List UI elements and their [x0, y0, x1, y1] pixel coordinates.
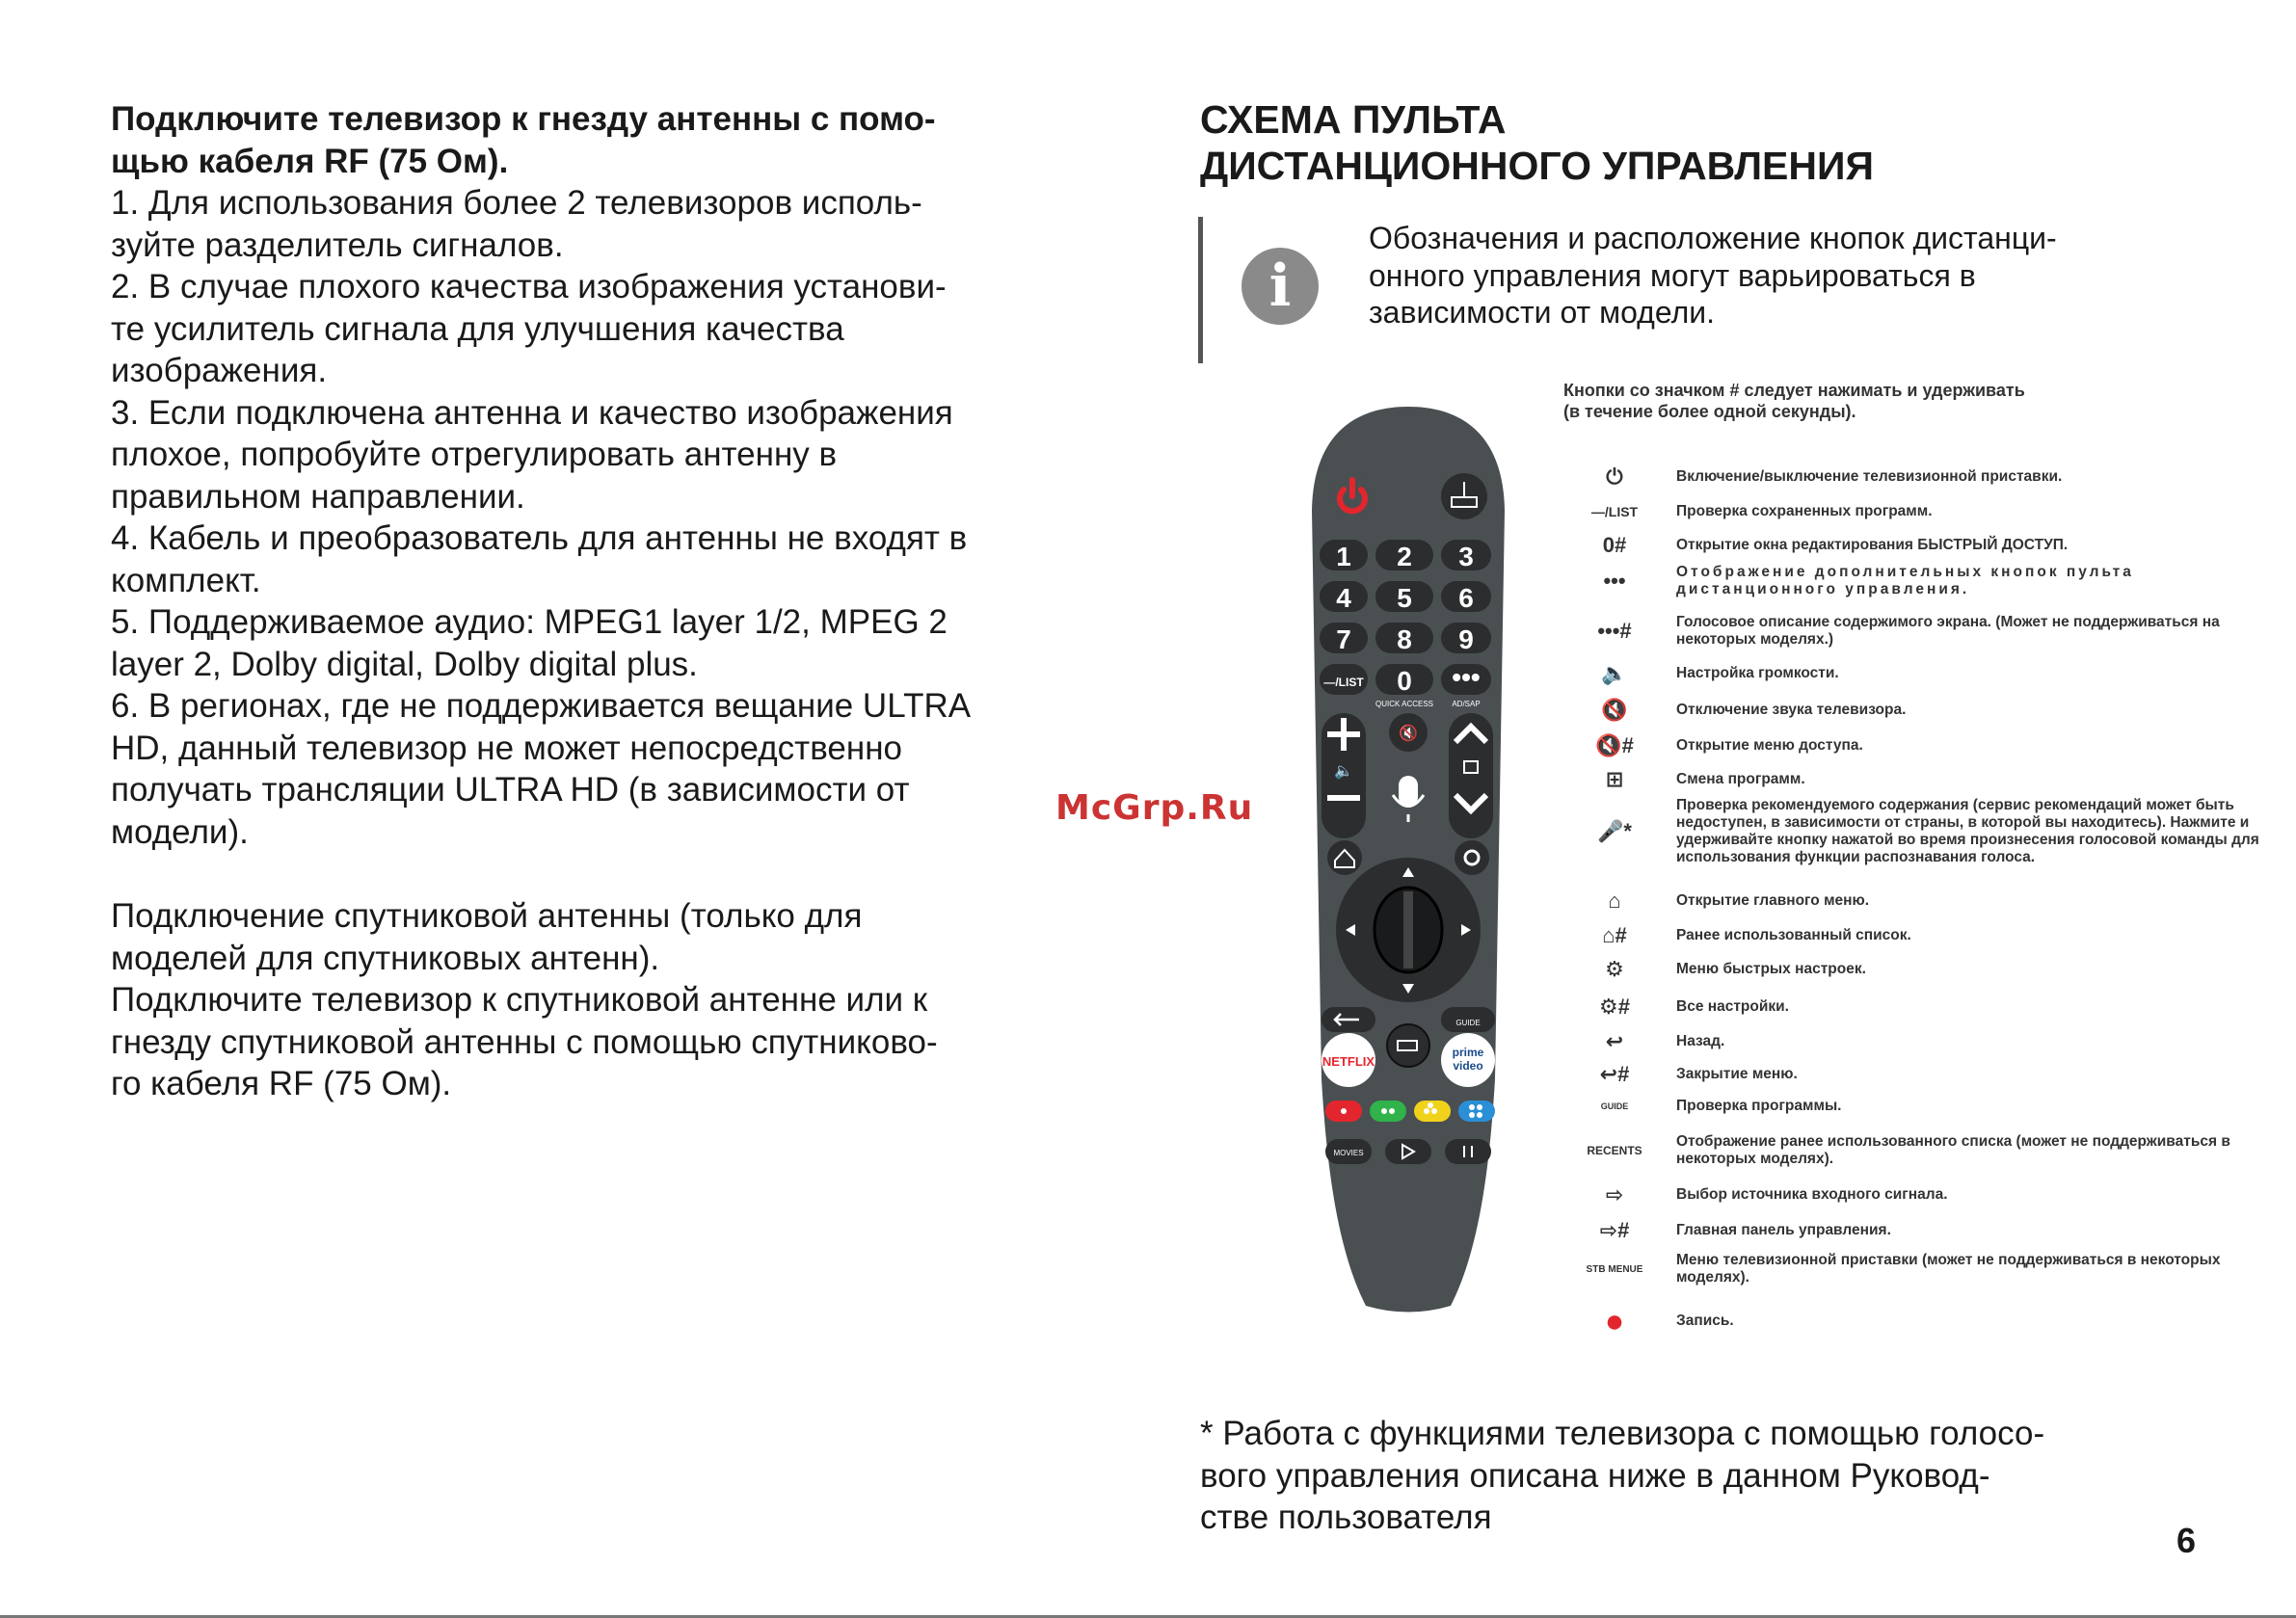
footnote-line: * Работа с функциями телевизора с помощью голосо-	[1200, 1415, 2045, 1452]
guide-label: GUIDE	[1455, 1019, 1481, 1027]
input-button	[1387, 1024, 1429, 1067]
digit-0: 0	[1397, 666, 1412, 696]
hold-note-line: (в течение более одной секунды).	[1563, 402, 1856, 421]
legend-text: Отображение дополнительных кнопок пульта дистанционного управления.	[1676, 564, 2134, 597]
legend-row	[1562, 1252, 2221, 1286]
digit-7: 7	[1336, 624, 1351, 654]
input-hash-icon: ⇨#	[1599, 1218, 1630, 1242]
blue-key	[1458, 1101, 1495, 1122]
legend-row	[1562, 1096, 2151, 1117]
legend-text: Отключение звука телевизора.	[1676, 702, 1907, 718]
text-line: плохое, попробуйте отрегулировать антенну в	[111, 436, 838, 473]
hold-note	[1563, 380, 2190, 422]
legend-row	[1562, 735, 2151, 756]
text-line: комплект.	[111, 561, 261, 599]
bold-heading-line-2: щью кабеля RF (75 Ом).	[111, 142, 509, 180]
legend-text: Назад.	[1676, 1033, 1725, 1049]
text-line: layer 2, Dolby digital, Dolby digital plus.	[111, 645, 698, 683]
legend-text: Включение/выключение телевизионной приставки.	[1676, 468, 2063, 485]
footnote-line: стве пользователя	[1200, 1499, 1492, 1536]
text-line: те усилитель сигнала для улучшения качества	[111, 309, 844, 348]
info-line: онного управления могут варьироваться в	[1369, 257, 1976, 293]
legend-text: Меню быстрых настроек.	[1676, 961, 1866, 977]
legend-row	[1562, 1031, 2151, 1052]
microphone-icon: 🎤*	[1597, 819, 1632, 843]
green-key	[1370, 1101, 1406, 1122]
section-heading	[1200, 96, 2164, 189]
text-line: изображения.	[111, 352, 328, 389]
legend-text: Открытие окна редактирования БЫСТРЫЙ ДОСТУП.	[1676, 537, 2069, 553]
digit-9: 9	[1458, 624, 1474, 654]
mute-hash-icon: 🔇#	[1595, 733, 1634, 757]
text-line: 4. Кабель и преобразователь для антенны не входят в	[111, 519, 968, 557]
record-icon: ●	[1604, 1302, 1625, 1339]
digit-3: 3	[1458, 542, 1474, 571]
legend-row	[1562, 925, 2151, 946]
legend-text: Главная панель управления.	[1676, 1222, 1891, 1238]
satellite-line: гнезду спутниковой антенны с помощью спутниково-	[111, 1022, 938, 1061]
text-line: 1. Для использования более 2 телевизоров исполь-	[111, 184, 922, 222]
digit-5: 5	[1397, 583, 1412, 613]
legend-text: Запись.	[1676, 1313, 1734, 1329]
ad-sap-label: AD/SAP	[1452, 700, 1481, 708]
info-icon: i	[1241, 248, 1319, 325]
home-icon: ⌂	[1608, 889, 1621, 913]
power-button	[1331, 475, 1374, 517]
input-icon: ⇨	[1605, 1182, 1624, 1207]
legend-text: Проверка сохраненных программ.	[1676, 503, 1933, 519]
prime-label-1: prime	[1452, 1046, 1484, 1059]
digit-4: 4	[1336, 583, 1351, 613]
guide-icon: GUIDE	[1600, 1101, 1629, 1111]
legend-text: Настройка громкости.	[1676, 665, 1839, 681]
legend-row	[1562, 663, 2151, 684]
more-dots-icon: •••	[1603, 569, 1626, 593]
legend-row	[1562, 1133, 2230, 1168]
volume-icon: 🔈	[1334, 763, 1353, 780]
more-dots-icon: •••	[1452, 662, 1481, 692]
mute-icon: 🔇	[1399, 726, 1418, 742]
legend-text: Проверка рекомендуемого содержания (сервис рекомендаций может быть недоступен, в зависимости от страны, в которой вы находитесь). Нажмите и удерживайте кнопку нажатой во время произнесения голосовой команды для использования функции распознавания голоса.	[1676, 797, 2259, 865]
text-line: модели).	[111, 812, 249, 851]
back-icon: ↩	[1605, 1029, 1624, 1053]
legend-row	[1562, 959, 2151, 980]
legend-row	[1562, 614, 2220, 649]
legend-row	[1562, 564, 2151, 598]
left-column	[111, 98, 1113, 1105]
program-rocker	[1449, 713, 1493, 838]
legend-text: Закрытие меню.	[1676, 1066, 1798, 1082]
home-hash-icon: ⌂#	[1602, 923, 1627, 947]
legend-row	[1562, 501, 2151, 522]
legend-row	[1562, 796, 2259, 867]
program-icon: ⊞	[1605, 767, 1624, 791]
bold-heading-line-1: Подключите телевизор к гнезду антенны с помо-	[111, 100, 936, 138]
info-line: Обозначения и расположение кнопок дистанци-	[1369, 221, 2057, 255]
prime-label-2: video	[1453, 1059, 1483, 1073]
volume-icon: 🔈	[1601, 661, 1628, 685]
volume-rocker	[1322, 713, 1366, 838]
legend-text: Отображение ранее использованного списка (может не поддерживаться в некоторых моделях).	[1676, 1133, 2230, 1167]
text-line: 2. В случае плохого качества изображения установи-	[111, 268, 947, 305]
voice-control-footnote	[1200, 1413, 2193, 1539]
list-icon: —/LIST	[1590, 504, 1639, 519]
legend-text: Проверка программы.	[1676, 1098, 1842, 1114]
recents-icon: RECENTS	[1587, 1144, 1642, 1157]
movies-label: MOVIES	[1333, 1149, 1364, 1157]
legend-row	[1562, 890, 2151, 912]
zero-hash-icon: 0#	[1602, 533, 1627, 557]
legend-text: Все настройки.	[1676, 998, 1789, 1015]
stb-power-button	[1441, 473, 1487, 519]
legend-text: Выбор источника входного сигнала.	[1676, 1186, 1948, 1203]
watermark: McGrp.Ru	[1055, 788, 1254, 828]
satellite-line: Подключение спутниковой антенны (только для	[111, 897, 863, 935]
satellite-line: моделей для спутниковых антенн).	[111, 939, 660, 977]
stb-menu-icon: STB MENUE	[1586, 1263, 1643, 1275]
back-hash-icon: ↩#	[1599, 1062, 1630, 1086]
legend-text: Смена программ.	[1676, 771, 1805, 787]
legend-row	[1562, 700, 2151, 721]
legend-text: Ранее использованный список.	[1676, 927, 1911, 943]
hold-note-line: Кнопки со значком # следует нажимать и удерживать	[1563, 381, 2025, 400]
heading-line-1: СХЕМА ПУЛЬТА	[1200, 97, 1507, 142]
legend-row	[1562, 466, 2151, 488]
text-line: 6. В регионах, где не поддерживается вещание ULTRA	[111, 687, 972, 725]
legend-text: Меню телевизионной приставки (может не поддерживаться в некоторых моделях).	[1676, 1252, 2221, 1286]
digit-6: 6	[1458, 583, 1474, 613]
mute-icon: 🔇	[1601, 698, 1628, 722]
legend-row	[1562, 769, 2151, 790]
legend-row	[1562, 1302, 2151, 1339]
legend-text: Открытие меню доступа.	[1676, 737, 1863, 754]
stb-power-icon: ⏻	[1606, 464, 1623, 489]
remote-control-illustration	[1306, 405, 1510, 1315]
legend-row	[1562, 996, 2151, 1018]
legend-row	[1562, 1184, 2151, 1206]
text-line: зуйте разделитель сигналов.	[111, 225, 564, 264]
satellite-line: го кабеля RF (75 Ом).	[111, 1065, 452, 1102]
info-divider	[1198, 217, 1203, 363]
footnote-line: вого управления описана ниже в данном Руковод-	[1200, 1456, 1990, 1495]
legend-row	[1562, 535, 2151, 556]
info-line: зависимости от модели.	[1369, 295, 1716, 330]
heading-line-2: ДИСТАНЦИОННОГО УПРАВЛЕНИЯ	[1200, 144, 1874, 188]
more-dots-hash-icon: •••#	[1597, 619, 1632, 643]
info-note	[1369, 220, 2188, 332]
home-button	[1327, 840, 1362, 875]
text-line: 3. Если подключена антенна и качество изображения	[111, 393, 953, 432]
gear-hash-icon: ⚙#	[1599, 995, 1630, 1019]
text-line: 5. Поддерживаемое аудио: MPEG1 layer 1/2, MPEG 2	[111, 603, 948, 641]
settings-button	[1455, 840, 1489, 875]
pause-button	[1445, 1139, 1491, 1164]
text-line: HD, данный телевизор не может непосредственно	[111, 729, 902, 767]
quick-access-label: QUICK ACCESS	[1375, 700, 1434, 708]
page-number: 6	[2176, 1521, 2197, 1560]
legend-text: Голосовое описание содержимого экрана. (Может не поддерживаться на некоторых моделях.)	[1676, 614, 2220, 648]
legend-row	[1562, 1064, 2151, 1085]
legend-text: Открытие главного меню.	[1676, 892, 1870, 909]
digit-1: 1	[1336, 542, 1351, 571]
play-button	[1385, 1139, 1431, 1164]
satellite-line: Подключите телевизор к спутниковой антенне или к	[111, 981, 928, 1019]
wheel-ridge	[1403, 891, 1413, 968]
netflix-label: NETFLIX	[1322, 1054, 1375, 1069]
digit-8: 8	[1397, 624, 1412, 654]
list-key-label: —/LIST	[1323, 676, 1364, 689]
digit-2: 2	[1397, 542, 1412, 571]
legend-row	[1562, 1220, 2151, 1241]
text-line: правильном направлении.	[111, 477, 525, 516]
gear-icon: ⚙	[1605, 957, 1624, 981]
text-line: получать трансляции ULTRA HD (в зависимости от	[111, 771, 910, 809]
